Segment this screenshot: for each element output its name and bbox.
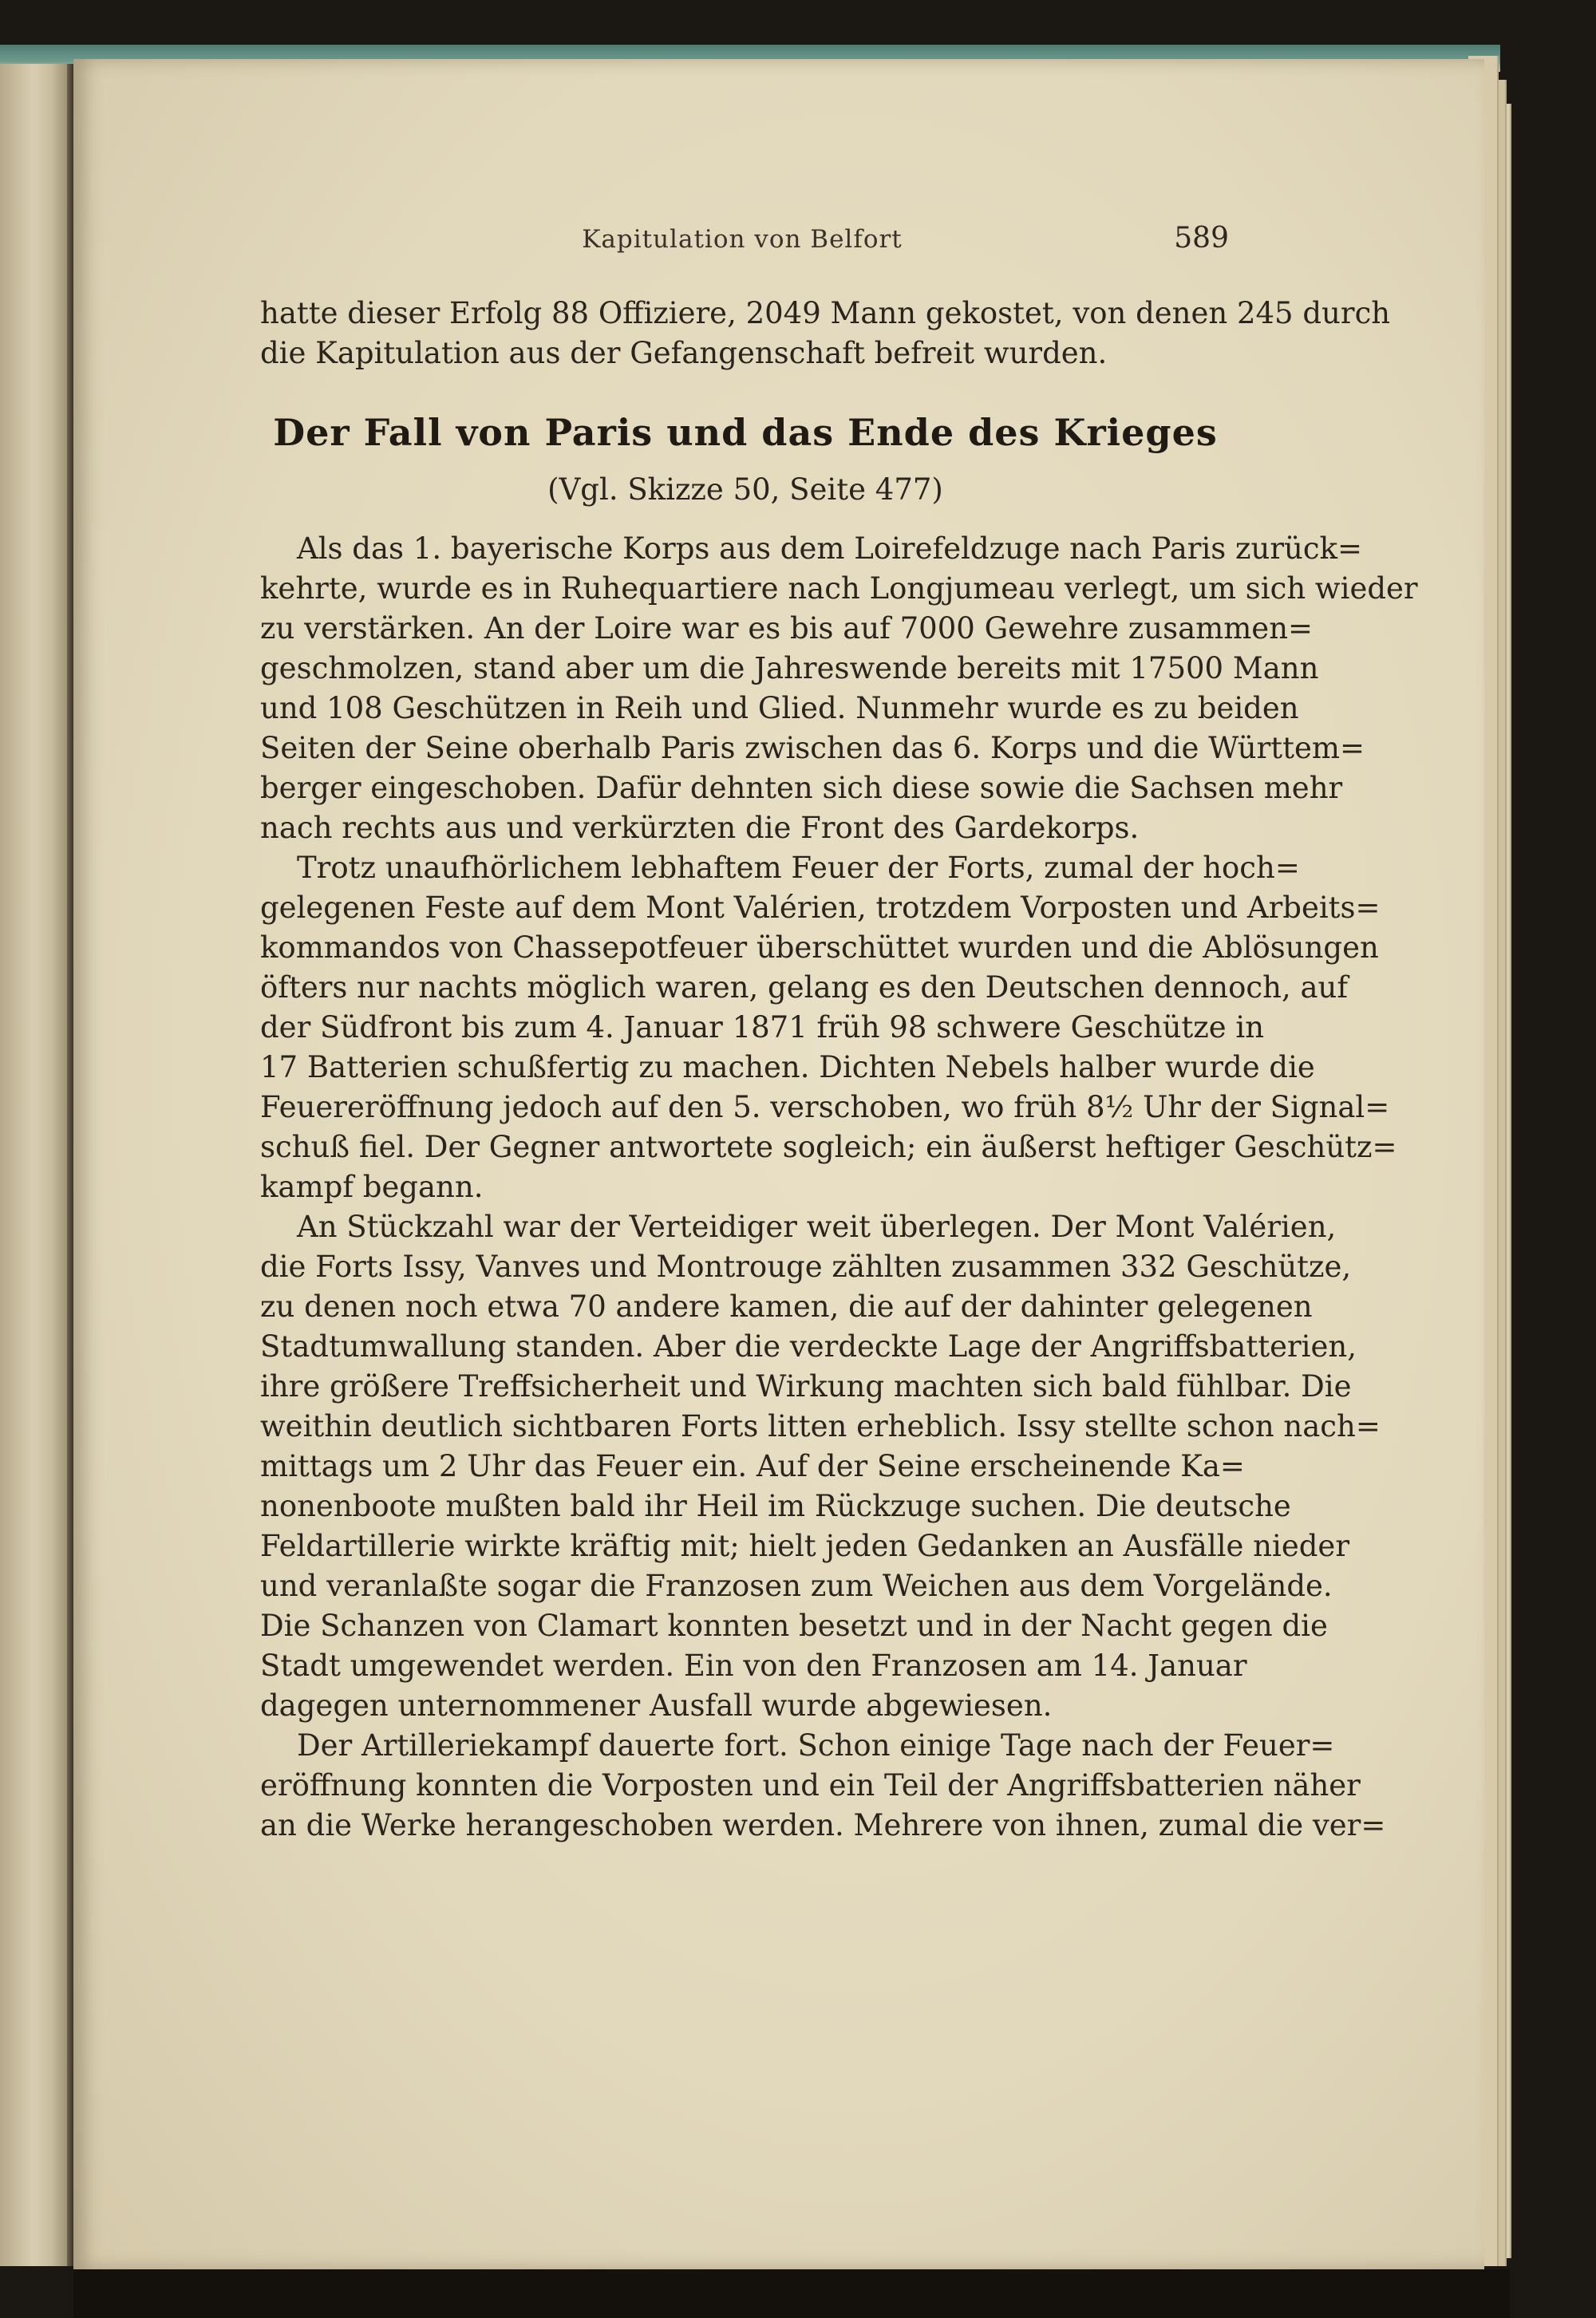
book-spine [67, 64, 73, 2266]
text-line: Trotz unaufhörlichem lebhaftem Feuer der Forts, zumal der hoch= [297, 851, 1300, 885]
text-line: kehrte, wurde es in Ruhequartiere nach Longjumeau verlegt, um sich wieder [260, 571, 1418, 606]
left-page-edge [0, 64, 73, 2266]
text-line: zu verstärken. An der Loire war es bis auf 7000 Gewehre zusammen= [260, 611, 1314, 646]
text-line: weithin deutlich sichtbaren Forts litten erheblich. Issy stellte schon nach= [260, 1409, 1381, 1443]
text-line: an die Werke herangeschoben werden. Mehrere von ihnen, zumal die ver= [260, 1808, 1386, 1842]
text-line: Die Schanzen von Clamart konnten besetzt und in der Nacht gegen die [260, 1609, 1328, 1643]
text-line: Als das 1. bayerische Korps aus dem Loirefeldzuge nach Paris zurück= [297, 531, 1363, 566]
text-line: Feuereröffnung jedoch auf den 5. verschoben, wo früh 8½ Uhr der Signal= [260, 1090, 1390, 1124]
body-text [260, 529, 1418, 1846]
text-line: hatte dieser Erfolg 88 Offiziere, 2049 Mann gekostet, von denen 245 durch [260, 296, 1391, 330]
text-line: kommandos von Chassepotfeuer überschüttet wurden und die Ablösungen [260, 930, 1379, 965]
text-line: Der Artilleriekampf dauerte fort. Schon einige Tage nach der Feuer= [297, 1728, 1335, 1763]
sketch-reference: (Vgl. Skizze 50, Seite 477) [547, 472, 943, 507]
text-line: Stadtumwallung standen. Aber die verdeckte Lage der Angriffsbatterien, [260, 1329, 1357, 1364]
text-line: 17 Batterien schußfertig zu machen. Dichten Nebels halber wurde die [260, 1050, 1315, 1084]
text-line: öfters nur nachts möglich waren, gelang es den Deutschen dennoch, auf [260, 970, 1349, 1005]
intro-text [260, 294, 1391, 373]
text-line: zu denen noch etwa 70 andere kamen, die auf der dahinter gelegenen [260, 1289, 1313, 1324]
text-line: kampf begann. [260, 1170, 484, 1204]
text-line: gelegenen Feste auf dem Mont Valérien, trotzdem Vorposten und Arbeits= [260, 890, 1381, 925]
text-line: An Stückzahl war der Verteidiger weit überlegen. Der Mont Valérien, [297, 1210, 1337, 1244]
text-line: dagegen unternommener Ausfall wurde abgewiesen. [260, 1688, 1053, 1723]
text-line: und 108 Geschützen in Reih und Glied. Nunmehr wurde es zu beiden [260, 691, 1299, 725]
text-line: mittags um 2 Uhr das Feuer ein. Auf der Seine erscheinende Ka= [260, 1449, 1245, 1483]
running-title: Kapitulation von Belfort [582, 225, 903, 254]
text-line: nach rechts aus und verkürzten die Front des Gardekorps. [260, 811, 1140, 845]
text-line: Seiten der Seine oberhalb Paris zwischen das 6. Korps und die Württem= [260, 731, 1365, 765]
text-line: geschmolzen, stand aber um die Jahreswende bereits mit 17500 Mann [260, 651, 1319, 685]
text-line: nonenboote mußten bald ihr Heil im Rückzuge suchen. Die deutsche [260, 1489, 1291, 1523]
text-line: ihre größere Treffsicherheit und Wirkung machten sich bald fühlbar. Die [260, 1369, 1352, 1404]
text-line: der Südfront bis zum 4. Januar 1871 früh 98 schwere Geschütze in [260, 1010, 1265, 1044]
text-line: und veranlaßte sogar die Franzosen zum Weichen aus dem Vorgelände. [260, 1569, 1333, 1603]
text-line: Feldartillerie wirkte kräftig mit; hielt jeden Gedanken an Ausfälle nieder [260, 1529, 1350, 1563]
text-line: Stadt umgewendet werden. Ein von den Franzosen am 14. Januar [260, 1649, 1247, 1683]
text-line: eröffnung konnten die Vorposten und ein Teil der Angriffsbatterien näher [260, 1768, 1361, 1803]
text-line: die Forts Issy, Vanves und Montrouge zählten zusammen 332 Geschütze, [260, 1250, 1352, 1284]
background-shadow [73, 2269, 1510, 2318]
section-heading: Der Fall von Paris und das Ende des Krieges [273, 411, 1218, 454]
text-line: die Kapitulation aus der Gefangenschaft befreit wurden. [260, 336, 1108, 370]
text-line: berger eingeschoben. Dafür dehnten sich diese sowie die Sachsen mehr [260, 771, 1343, 805]
text-line: schuß fiel. Der Gegner antwortete sogleich; ein äußerst heftiger Geschütz= [260, 1130, 1397, 1164]
page-number: 589 [1174, 222, 1229, 255]
